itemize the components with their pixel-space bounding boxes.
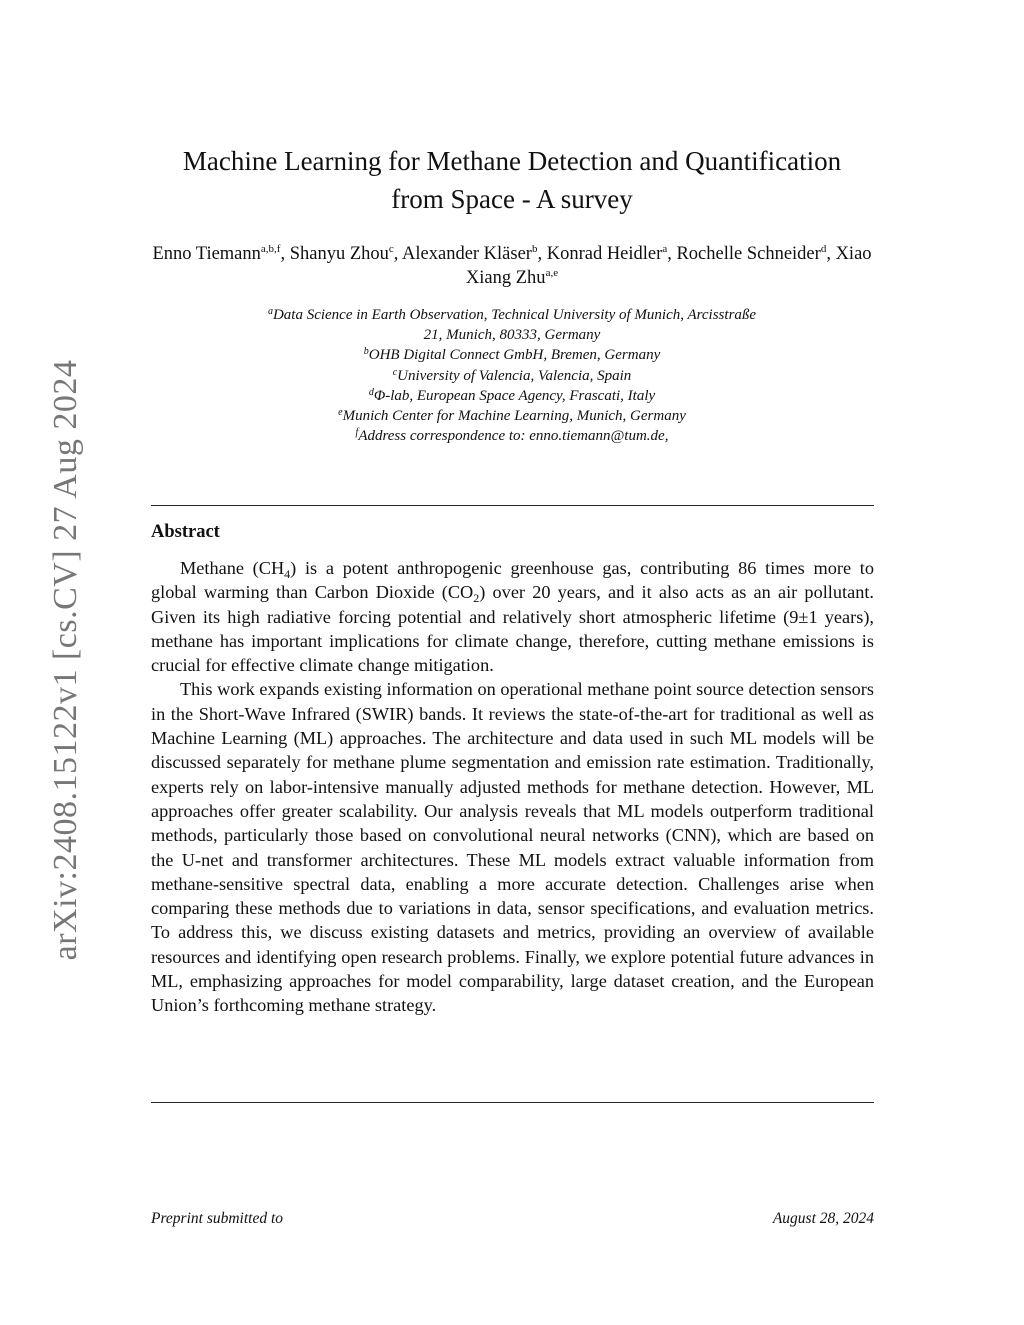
footer-date: August 28, 2024	[772, 1210, 874, 1227]
footer-preprint-note: Preprint submitted to	[151, 1210, 284, 1227]
affiliation-list	[200, 305, 824, 446]
abstract-paragraph-1: Methane $(CH_4)$ is a potent anthropogenic greenhouse gas, contributing 86 times more to global warming than Carbon Dioxide $(CO_2)$ over 20 years, and it also acts as an air pollutant. Given its high radiative forcing potential and relatively short atmospheric lifetime (9±1 years), methane has important implications for climate change, therefore, cutting methane emissions is crucial for effective climate change mitigation.	[151, 558, 875, 676]
author: Enno Tiemann$^{a,b,f}$,	[152, 243, 290, 264]
title-line-1: Machine Learning for Methane Detection and Quantification	[182, 146, 842, 176]
affiliation-item: $^c$University of Valencia, Valencia, Spain	[392, 366, 632, 384]
author: Xiao Xiang Zhu$^{a,e}$	[465, 244, 872, 288]
affiliation-item-continued: 21, Munich, 80333, Germany	[423, 327, 601, 344]
affiliation-item: $^d$Φ-lab, European Space Agency, Frascati, Italy	[368, 386, 656, 404]
author: Alexander Kläser$^b$,	[402, 243, 547, 264]
affiliation-item: $^a$Data Science in Earth Observation, Technical University of Munich, Arcisstraße	[267, 306, 757, 323]
divider-bottom	[151, 1102, 874, 1103]
abstract-paragraph-2: This work expands existing information on operational methane point source detection sensors in the Short-Wave Infrared (SWIR) bands. It reviews the state-of-the-art for traditional as well as Machine Learning (ML) approaches. The architecture and data used in such ML models will be discussed separately for methane plume segmentation and emission rate estimation. Traditionally, experts rely on labor-intensive manually adjusted methods for methane detection. However, ML approaches offer greater scalability. Our analysis reveals that ML models outperform traditional methods, particularly those based on convolutional neural networks (CNN), which are based on the U-net and transformer architectures. These ML models extract valuable information from methane-sensitive spectral data, enabling a more accurate detection. Challenges arise when comparing these methods due to variations in data, sensor specifications, and evaluation metrics. To address this, we discuss existing datasets and metrics, providing an overview of available resources and identifying open research problems. Finally, we explore potential future advances in ML, emphasizing approaches for model comparability, large dataset creation, and the European Union’s forthcoming methane strategy.	[151, 679, 874, 1016]
author: Rochelle Schneider$^d$,	[676, 243, 836, 264]
affiliation-item: $^f$Address correspondence to: enno.tiemann@tum.de,	[355, 427, 669, 445]
author-list	[150, 242, 874, 290]
title-line-2: from Space - A survey	[391, 184, 633, 214]
arxiv-identifier[interactable]: arXiv:2408.15122v1 [cs.CV] 27 Aug 2024	[47, 359, 84, 961]
author: Shanyu Zhou$^c$,	[289, 243, 403, 264]
abstract-heading: Abstract	[151, 522, 220, 542]
author: Konrad Heidler$^a$,	[546, 243, 677, 264]
paper-title	[120, 142, 904, 218]
abstract-body	[151, 556, 874, 1018]
affiliation-item: $^e$Munich Center for Machine Learning, Munich, Germany	[338, 407, 686, 425]
affiliation-item: $^b$OHB Digital Connect GmbH, Bremen, Germany	[363, 346, 661, 364]
divider-top	[151, 505, 874, 506]
